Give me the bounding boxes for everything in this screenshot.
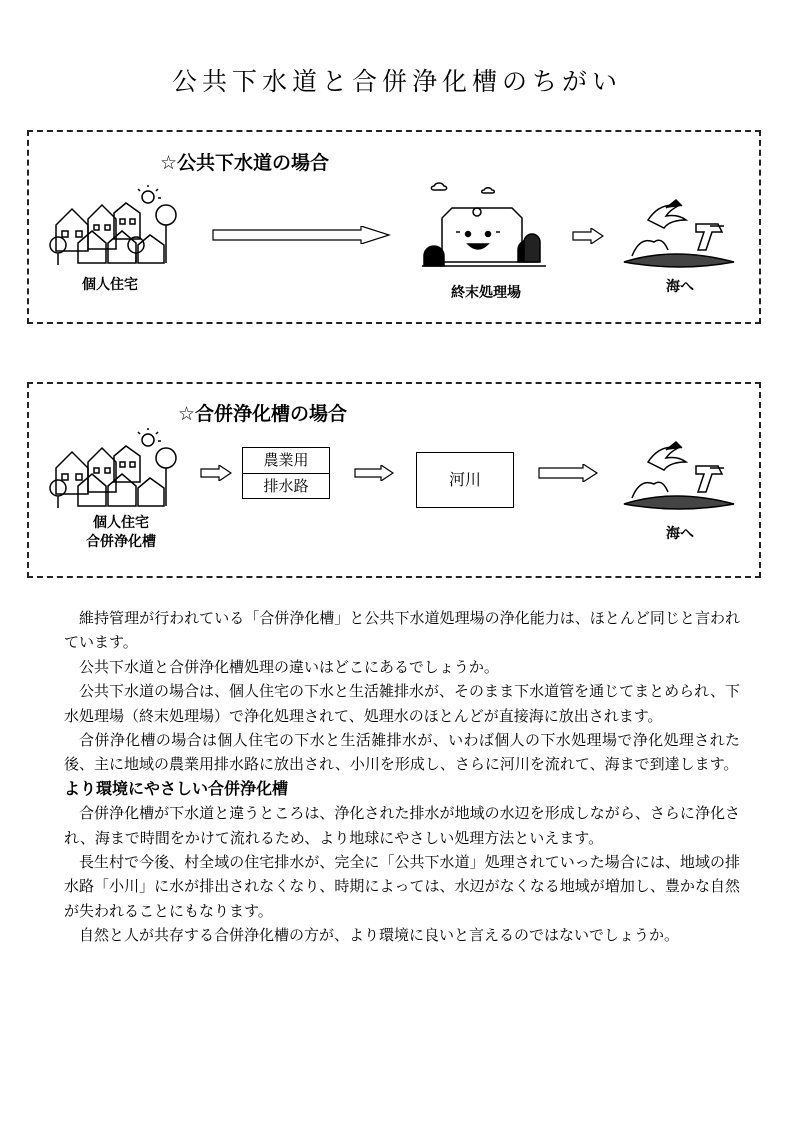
long-arrow-icon [212,226,392,244]
subheading: より環境にやさしい合併浄化槽 [64,778,289,798]
paragraph-5: 合併浄化槽が下水道と違うところは、浄化された排水が地域の水辺を形成しながら、さらに浄化され、海まで時間をかけて流れるため、より地球にやさしい処理方法といえます。 [64,804,740,847]
paragraph-4: 合併浄化槽の場合は個人住宅の下水と生活雑排水が、いわば個人の下水処理場で浄化処理された後、主に地域の農業用排水路に放出され、小川を形成し、さらに河川を流れて、海まで到達します。 [64,731,740,774]
short-arrow-icon [200,465,232,481]
short-arrow-icon [354,465,394,481]
plant-label: 終末処理場 [451,285,521,301]
channel-top-label: 農業用 [243,448,329,474]
paragraph-6: 長生村で今後、村全域の住宅排水が、完全に「公共下水道」処理されていった場合には、地域の排水路「小川」に水が排出されなくなり、時期によっては、水辺がなくなる地域が増加し、豊かな自然が失われることにもなります。 [64,853,740,920]
septic-tank-label: 合併浄化槽 [86,534,156,550]
river-box: 河川 [416,452,514,508]
sea-label-1: 海へ [666,279,694,295]
short-arrow-icon [572,228,604,244]
houses-illustration-2 [48,428,178,510]
houses-label-2: 個人住宅 [93,515,149,531]
paragraph-1: 維持管理が行われている「合併浄化槽」と公共下水道処理場の浄化能力は、ほとんど同じと言われています。 [64,609,740,652]
paragraph-7: 自然と人が共存する合併浄化槽の方が、より環境に良いと言えるのではないでしょうか。 [79,926,680,945]
sea-illustration [618,196,738,268]
paragraph-2: 公共下水道と合併浄化槽処理の違いはどこにあるでしょうか。 [79,657,499,676]
body-text [64,606,740,948]
paragraph-3: 公共下水道の場合は、個人住宅の下水と生活雑排水が、そのまま下水道管を通じてまとめられ、下水処理場（終末処理場）で浄化処理されて、処理水のほとんどが直接海に放出されます。 [64,682,740,725]
septic-heading: ☆合併浄化槽の場合 [178,403,348,425]
treatment-plant-illustration [420,180,550,272]
medium-arrow-icon [538,464,600,482]
agricultural-channel-box [242,447,330,499]
sewer-heading: ☆公共下水道の場合 [160,152,330,174]
houses-label: 個人住宅 [82,277,138,293]
sea-illustration-2 [618,438,738,510]
channel-bottom-label: 排水路 [263,477,309,495]
houses-septic-label [66,514,176,552]
houses-illustration [48,185,178,267]
sea-label-2: 海へ [666,526,694,542]
page-title: 公共下水道と合併浄化槽のちがい [171,67,622,96]
